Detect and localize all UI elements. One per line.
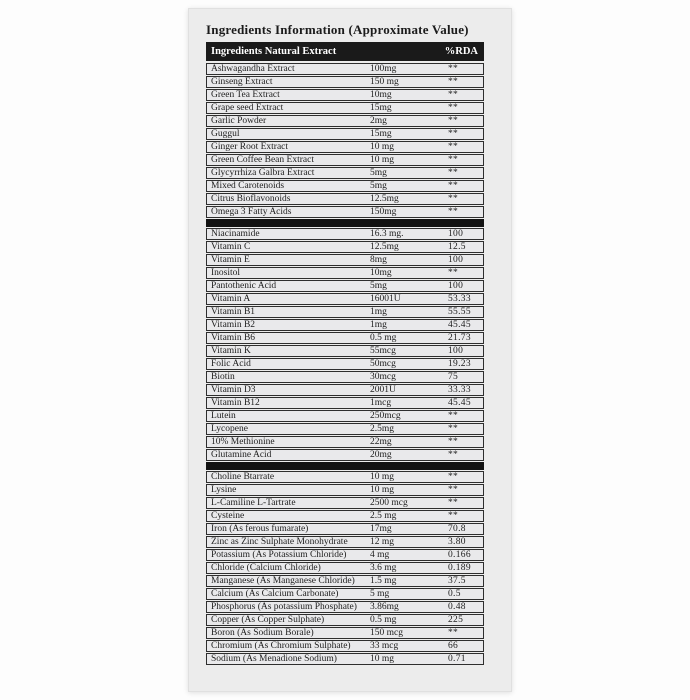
ingredient-rda: **	[448, 511, 459, 521]
ingredient-rda: **	[448, 268, 459, 278]
ingredient-amount: 50mcg	[370, 359, 396, 369]
ingredient-rda: 21.73	[448, 333, 471, 343]
ingredient-amount: 2.5 mg	[370, 511, 397, 521]
ingredient-rda: **	[448, 116, 459, 126]
ingredient-amount: 150mg	[370, 207, 397, 217]
ingredient-rda: 70.8	[448, 524, 466, 534]
ingredient-name: Niacinamide	[211, 229, 260, 239]
table-row	[206, 371, 484, 383]
section-divider	[206, 219, 484, 227]
table-row	[206, 254, 484, 266]
ingredient-rda: **	[448, 472, 459, 482]
table-row	[206, 614, 484, 626]
ingredient-amount: 100mg	[370, 64, 397, 74]
ingredient-amount: 10 mg	[370, 485, 395, 495]
table-row	[206, 293, 484, 305]
ingredient-amount: 33 mcg	[370, 641, 399, 651]
ingredient-rda: 0.71	[448, 654, 466, 664]
ingredient-name: Chromium (As Chromium Sulphate)	[211, 641, 351, 651]
ingredient-amount: 15mg	[370, 129, 392, 139]
ingredient-rda: 100	[448, 346, 464, 356]
ingredient-amount: 8mg	[370, 255, 387, 265]
column-header-ingredients: Ingredients Natural Extract	[211, 46, 337, 57]
ingredient-amount: 2001U	[370, 385, 396, 395]
ingredient-rda: 53.33	[448, 294, 471, 304]
ingredient-amount: 1.5 mg	[370, 576, 397, 586]
ingredient-name: Vitamin B12	[211, 398, 260, 408]
ingredient-rda: 225	[448, 615, 464, 625]
ingredient-name: Vitamin D3	[211, 385, 256, 395]
ingredient-name: Chloride (Calcium Chloride)	[211, 563, 321, 573]
table-row	[206, 562, 484, 574]
ingredient-name: Calcium (As Calcium Carbonate)	[211, 589, 339, 599]
ingredient-rda: **	[448, 628, 459, 638]
ingredient-rda: **	[448, 437, 459, 447]
ingredient-amount: 2.5mg	[370, 424, 395, 434]
ingredient-amount: 22mg	[370, 437, 392, 447]
ingredient-rda: 0.48	[448, 602, 466, 612]
ingredient-amount: 55mcg	[370, 346, 396, 356]
table-body	[206, 63, 484, 665]
ingredient-name: Inositol	[211, 268, 241, 278]
ingredient-rda: 75	[448, 372, 459, 382]
ingredient-amount: 1mg	[370, 320, 387, 330]
ingredient-name: Grape seed Extract	[211, 103, 284, 113]
ingredient-name: Vitamin B1	[211, 307, 256, 317]
ingredient-amount: 10 mg	[370, 155, 395, 165]
ingredient-name: Lutein	[211, 411, 236, 421]
ingredient-amount: 0.5 mg	[370, 333, 397, 343]
ingredient-amount: 2mg	[370, 116, 387, 126]
ingredient-amount: 16001U	[370, 294, 401, 304]
table-row	[206, 601, 484, 613]
ingredient-name: Green Tea Extract	[211, 90, 280, 100]
ingredient-rda: 33.33	[448, 385, 471, 395]
ingredient-rda: **	[448, 90, 459, 100]
table-row	[206, 436, 484, 448]
table-row	[206, 102, 484, 114]
ingredient-name: Vitamin A	[211, 294, 251, 304]
ingredient-rda: **	[448, 207, 459, 217]
ingredient-amount: 3.6 mg	[370, 563, 397, 573]
ingredient-rda: **	[448, 64, 459, 74]
ingredient-amount: 2500 mcg	[370, 498, 408, 508]
table-row	[206, 280, 484, 292]
ingredient-rda: 19.23	[448, 359, 471, 369]
ingredient-amount: 5 mg	[370, 589, 390, 599]
ingredient-name: Vitamin B6	[211, 333, 256, 343]
ingredient-name: Zinc as Zinc Sulphate Monohydrate	[211, 537, 348, 547]
ingredient-name: Lycopene	[211, 424, 248, 434]
table-row	[206, 267, 484, 279]
ingredient-rda: **	[448, 181, 459, 191]
ingredient-name: Boron (As Sodium Borale)	[211, 628, 314, 638]
ingredient-amount: 0.5 mg	[370, 615, 397, 625]
table-row	[206, 653, 484, 665]
ingredient-name: Green Coffee Bean Extract	[211, 155, 314, 165]
ingredient-amount: 10mg	[370, 90, 392, 100]
ingredient-name: Sodium (As Menadione Sodium)	[211, 654, 337, 664]
table-header-row	[206, 42, 484, 61]
ingredient-amount: 10 mg	[370, 472, 395, 482]
ingredient-name: Vitamin K	[211, 346, 251, 356]
table-row	[206, 228, 484, 240]
table-row	[206, 397, 484, 409]
ingredient-amount: 5mg	[370, 168, 387, 178]
ingredient-name: Mixed Carotenoids	[211, 181, 285, 191]
ingredient-name: Lysine	[211, 485, 237, 495]
table-row	[206, 141, 484, 153]
ingredient-rda: 3.80	[448, 537, 466, 547]
ingredient-name: Ginseng Extract	[211, 77, 273, 87]
table-row	[206, 115, 484, 127]
ingredient-name: Vitamin C	[211, 242, 251, 252]
ingredient-rda: 100	[448, 281, 464, 291]
ingredient-rda: 12.5	[448, 242, 466, 252]
table-row	[206, 484, 484, 496]
ingredient-rda: 100	[448, 229, 464, 239]
ingredient-rda: 45.45	[448, 398, 471, 408]
ingredient-name: Ginger Root Extract	[211, 142, 289, 152]
ingredient-name: Garlic Powder	[211, 116, 267, 126]
ingredient-name: Ashwagandha Extract	[211, 64, 295, 74]
table-row	[206, 410, 484, 422]
ingredient-amount: 150 mg	[370, 77, 399, 87]
ingredient-amount: 250mcg	[370, 411, 401, 421]
ingredient-rda: **	[448, 103, 459, 113]
ingredient-amount: 12.5mg	[370, 194, 399, 204]
table-row	[206, 76, 484, 88]
table-row	[206, 497, 484, 509]
ingredient-amount: 10 mg	[370, 654, 395, 664]
ingredient-amount: 12 mg	[370, 537, 395, 547]
ingredient-name: Pantothenic Acid	[211, 281, 277, 291]
ingredient-name: Phosphorus (As potassium Phosphate)	[211, 602, 357, 612]
page-title: Ingredients Information (Approximate Value)	[206, 22, 469, 37]
ingredient-rda: **	[448, 411, 459, 421]
table-row	[206, 319, 484, 331]
table-row	[206, 627, 484, 639]
ingredient-amount: 12.5mg	[370, 242, 399, 252]
table-row	[206, 63, 484, 75]
table-row	[206, 180, 484, 192]
table-row	[206, 510, 484, 522]
table-row	[206, 384, 484, 396]
table-row	[206, 471, 484, 483]
ingredient-name: Citrus Bioflavonoids	[211, 194, 291, 204]
ingredient-rda: **	[448, 77, 459, 87]
ingredient-name: Folic Acid	[211, 359, 251, 369]
ingredient-amount: 30mcg	[370, 372, 396, 382]
ingredient-name: Choline Btarrate	[211, 472, 275, 482]
table-row	[206, 358, 484, 370]
table-row	[206, 640, 484, 652]
ingredient-amount: 5mg	[370, 281, 387, 291]
ingredient-amount: 17mg	[370, 524, 392, 534]
ingredient-rda: 55.55	[448, 307, 471, 317]
ingredient-amount: 1mg	[370, 307, 387, 317]
table-row	[206, 549, 484, 561]
ingredient-name: Omega 3 Fatty Acids	[211, 207, 292, 217]
table-row	[206, 154, 484, 166]
table-row	[206, 241, 484, 253]
ingredient-rda: **	[448, 424, 459, 434]
table-row	[206, 536, 484, 548]
ingredient-rda: **	[448, 155, 459, 165]
ingredient-amount: 20mg	[370, 450, 392, 460]
ingredient-name: Cysteine	[211, 511, 245, 521]
table-row	[206, 332, 484, 344]
ingredient-name: Copper (As Copper Sulphate)	[211, 615, 325, 625]
table-row	[206, 128, 484, 140]
ingredient-amount: 4 mg	[370, 550, 390, 560]
table-row	[206, 345, 484, 357]
ingredient-rda: **	[448, 194, 459, 204]
ingredient-rda: **	[448, 168, 459, 178]
ingredient-name: Potassium (As Potassium Chloride)	[211, 550, 347, 560]
ingredient-amount: 10 mg	[370, 142, 395, 152]
ingredient-name: Glutamine Acid	[211, 450, 272, 460]
table-row	[206, 575, 484, 587]
ingredient-name: Manganese (As Manganese Chloride)	[211, 576, 355, 586]
table-row	[206, 449, 484, 461]
table-row	[206, 523, 484, 535]
table-row	[206, 306, 484, 318]
ingredient-rda: 37.5	[448, 576, 466, 586]
ingredients-table	[206, 42, 484, 666]
ingredient-rda: **	[448, 498, 459, 508]
ingredient-amount: 150 mcg	[370, 628, 403, 638]
ingredients-label-card	[188, 8, 512, 692]
ingredient-amount: 1mcg	[370, 398, 392, 408]
table-row	[206, 193, 484, 205]
ingredient-rda: 0.189	[448, 563, 471, 573]
table-row	[206, 588, 484, 600]
ingredient-rda: **	[448, 450, 459, 460]
ingredient-name: Iron (As ferous fumarate)	[211, 524, 309, 534]
ingredient-amount: 3.86mg	[370, 602, 399, 612]
ingredient-name: Vitamin B2	[211, 320, 256, 330]
ingredient-rda: 100	[448, 255, 464, 265]
ingredient-amount: 10mg	[370, 268, 392, 278]
ingredient-amount: 16.3 mg.	[370, 229, 404, 239]
ingredient-name: Biotin	[211, 372, 235, 382]
table-row	[206, 423, 484, 435]
table-row	[206, 167, 484, 179]
ingredient-name: Guggul	[211, 129, 240, 139]
ingredient-rda: 45.45	[448, 320, 471, 330]
ingredient-name: 10% Methionine	[211, 437, 275, 447]
ingredient-rda: 66	[448, 641, 459, 651]
ingredient-rda: **	[448, 129, 459, 139]
ingredient-name: L-Camiline L-Tartrate	[211, 498, 296, 508]
ingredient-amount: 15mg	[370, 103, 392, 113]
table-row	[206, 89, 484, 101]
table-row	[206, 206, 484, 218]
ingredient-rda: 0.5	[448, 589, 461, 599]
ingredient-name: Glycyrrhiza Galbra Extract	[211, 168, 315, 178]
section-divider	[206, 462, 484, 470]
ingredient-name: Vitamin E	[211, 255, 250, 265]
ingredient-rda: **	[448, 485, 459, 495]
ingredient-rda: 0.166	[448, 550, 471, 560]
ingredient-rda: **	[448, 142, 459, 152]
column-header-rda: %RDA	[444, 46, 478, 57]
ingredient-amount: 5mg	[370, 181, 387, 191]
